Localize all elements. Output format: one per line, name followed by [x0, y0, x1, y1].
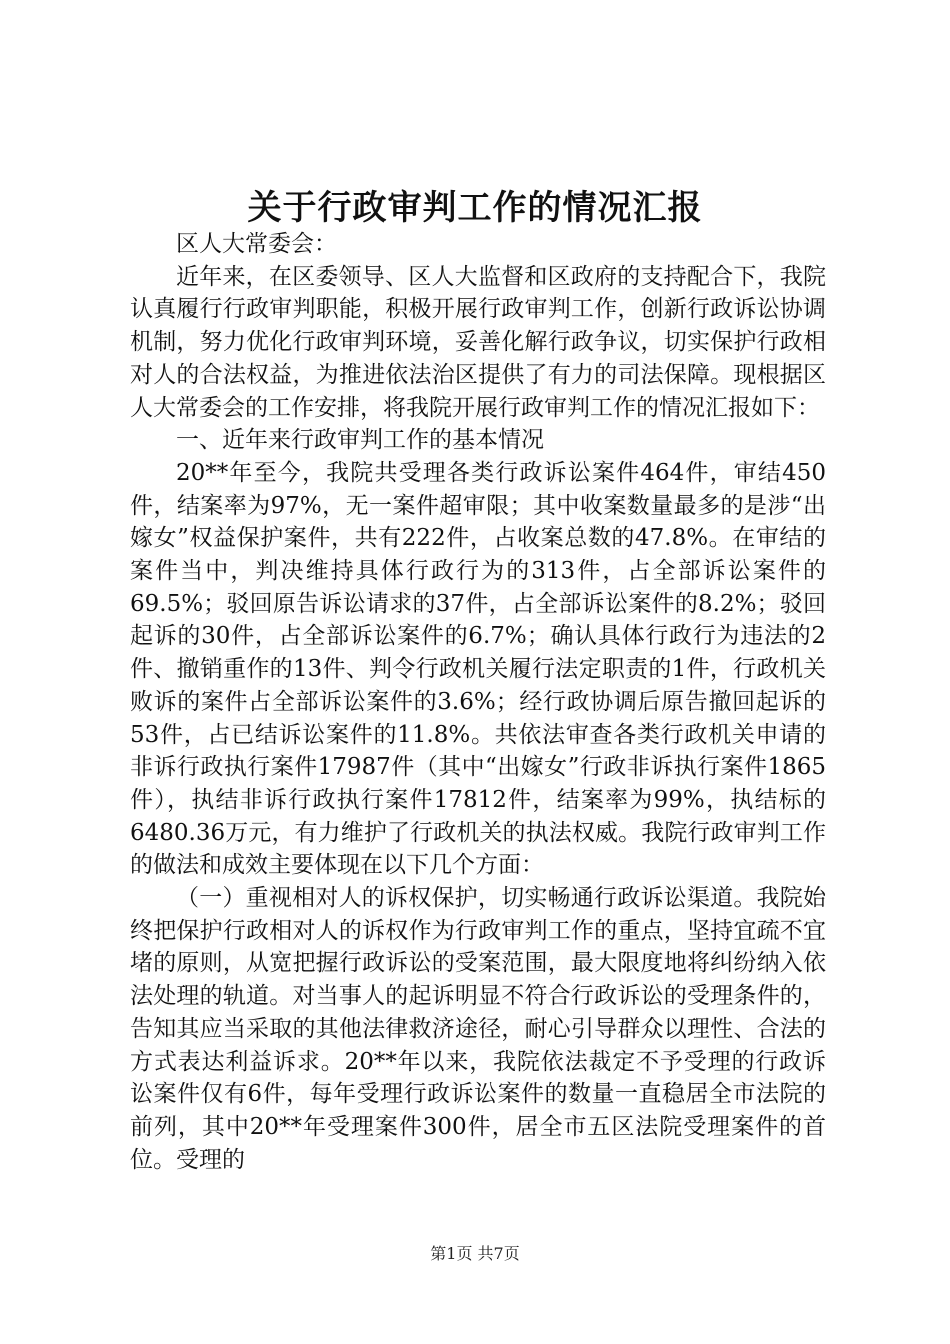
document-body	[130, 228, 826, 1176]
section-heading: 一、近年来行政审判工作的基本情况	[176, 427, 544, 454]
document-title: 关于行政审判工作的情况汇报	[247, 188, 703, 228]
subsection-paragraph: （一）重视相对人的诉权保护，切实畅通行政诉讼渠道。我院始终把保护行政相对人的诉权作为行政审判工作的重点，坚持宜疏不宜堵的原则，从宽把握行政诉讼的受案范围，最大限度地将纠纷纳入依法处理的轨道。对当事人的起诉明显不符合行政诉讼的受理条件的，告知其应当采取的其他法律救济途径，耐心引导群众以理性、合法的方式表达利益诉求。20**年以来，我院依法裁定不予受理的行政诉讼案件仅有6件，每年受理行政诉讼案件的数量一直稳居全市法院的前列，其中20**年受理案件300件，居全市五区法院受理案件的首位。受理的	[130, 885, 826, 1173]
page-number-footer: 第1页 共7页	[430, 1244, 520, 1263]
intro-paragraph: 近年来，在区委领导、区人大监督和区政府的支持配合下，我院认真履行行政审判职能，积极开展行政审判工作，创新行政诉讼协调机制，努力优化行政审判环境，妥善化解行政争议，切实保护行政相对人的合法权益，为推进依法治区提供了有力的司法保障。现根据区人大常委会的工作安排，将我院开展行政审判工作的情况汇报如下：	[130, 263, 826, 421]
salutation: 区人大常委会：	[176, 231, 337, 257]
statistics-paragraph: 20**年至今，我院共受理各类行政诉讼案件464件，审结450件，结案率为97%，无一案件超审限；其中收案数量最多的是涉“出嫁女”权益保护案件，共有222件，占收案总数的47.8%。在审结的案件当中，判决维持具体行政行为的313件，占全部诉讼案件的69.5%；驳回原告诉讼请求的37件，占全部诉讼案件的8.2%；驳回起诉的30件，占全部诉讼案件的6.7%；确认具体行政行为违法的2件、撤销重作的13件、判令行政机关履行法定职责的1件，行政机关败诉的案件占全部诉讼案件的3.6%；经行政协调后原告撤回起诉的53件，占已结诉讼案件的11.8%。共依法审查各类行政机关申请的非诉行政执行案件17987件（其中“出嫁女”行政非诉执行案件1865件），执结非诉行政执行案件17812件，结案率为99%，执结标的6480.36万元，有力维护了行政机关的执法权威。我院行政审判工作的做法和成效主要体现在以下几个方面：	[130, 459, 826, 879]
